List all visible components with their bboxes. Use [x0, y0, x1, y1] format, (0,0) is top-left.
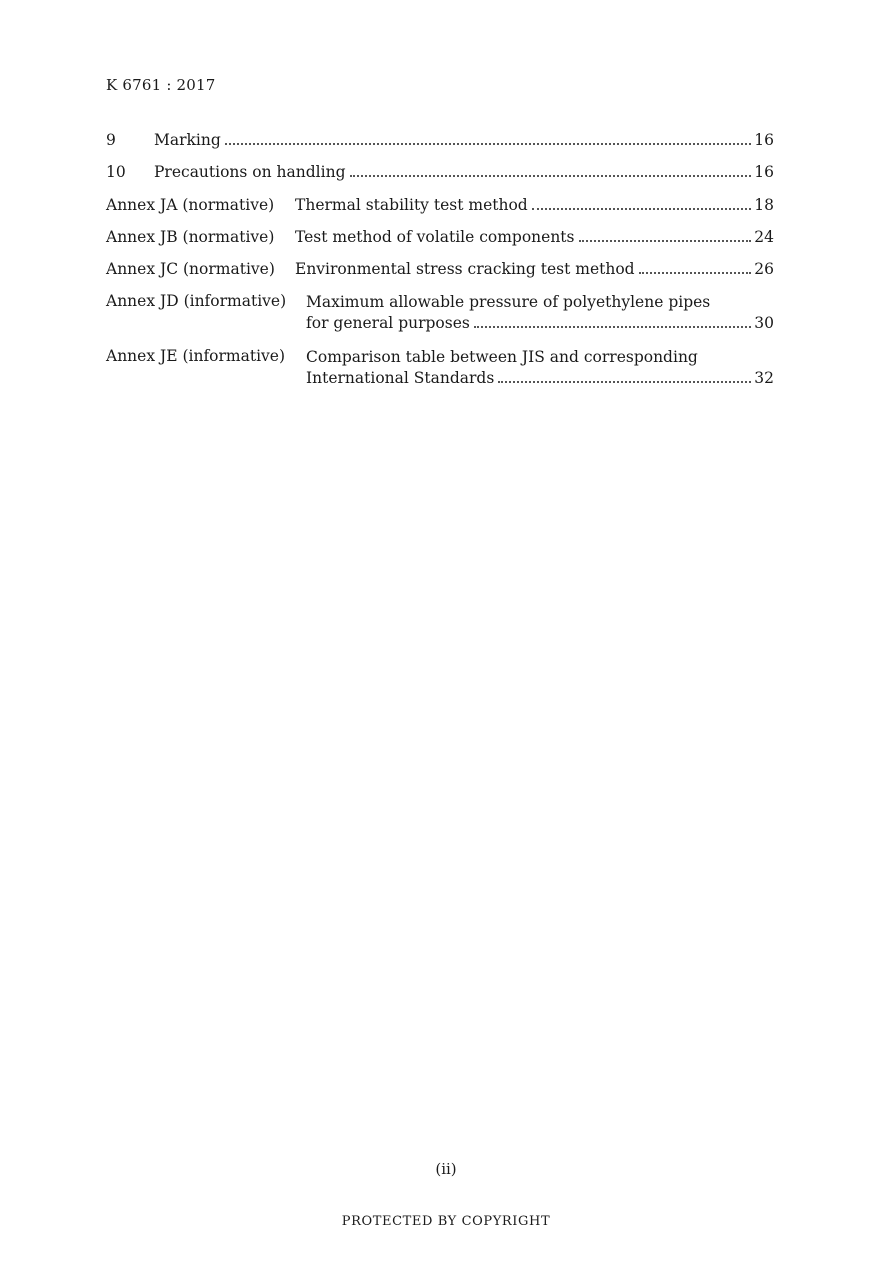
annex-title: Thermal stability test method [295, 196, 528, 214]
annex-title-line-1: Maximum allowable pressure of polyethylene pipes [306, 293, 711, 311]
dot-leader [498, 381, 751, 383]
document-header: K 6761 : 2017 [106, 76, 216, 94]
toc-entry-annex-jc[interactable] [106, 259, 774, 279]
toc-entry-annex-jb[interactable] [106, 227, 774, 247]
annex-label: Annex JA (normative) [106, 196, 275, 214]
annex-title-line-1: Comparison table between JIS and corresponding [306, 348, 698, 366]
page-number: 16 [754, 163, 774, 181]
section-number: 9 [106, 131, 116, 149]
annex-label: Annex JE (informative) [106, 347, 286, 365]
annex-label: Annex JD (informative) [106, 292, 287, 310]
page-number: 18 [754, 196, 774, 214]
page-number: 32 [754, 369, 774, 387]
toc-entry-annex-je[interactable] [106, 346, 774, 388]
section-number: 10 [106, 163, 126, 181]
section-title: Precautions on handling [154, 163, 346, 181]
annex-title: Environmental stress cracking test method [295, 260, 635, 278]
annex-title-line-2: International Standards [306, 369, 495, 387]
toc-entry-section-10[interactable] [106, 162, 774, 182]
copyright-notice: PROTECTED BY COPYRIGHT [341, 1214, 551, 1229]
toc-entry-annex-ja[interactable] [106, 195, 774, 215]
annex-label: Annex JC (normative) [106, 260, 275, 278]
toc-entry-annex-jd[interactable] [106, 291, 774, 333]
annex-label: Annex JB (normative) [106, 228, 275, 246]
page-number: 16 [754, 131, 774, 149]
page-number: 24 [754, 228, 774, 246]
footer-page-number: (ii) [435, 1160, 457, 1178]
dot-leader [225, 143, 751, 145]
page-number: 26 [754, 260, 774, 278]
section-title: Marking [154, 131, 221, 149]
dot-leader [474, 326, 751, 328]
annex-title-line-2: for general purposes [306, 314, 470, 332]
dot-leader [532, 208, 752, 210]
annex-title: Test method of volatile components [295, 228, 575, 246]
dot-leader [579, 240, 752, 242]
page-number: 30 [754, 314, 774, 332]
dot-leader [639, 272, 752, 274]
dot-leader [350, 175, 752, 177]
toc-entry-section-9[interactable] [106, 130, 774, 150]
